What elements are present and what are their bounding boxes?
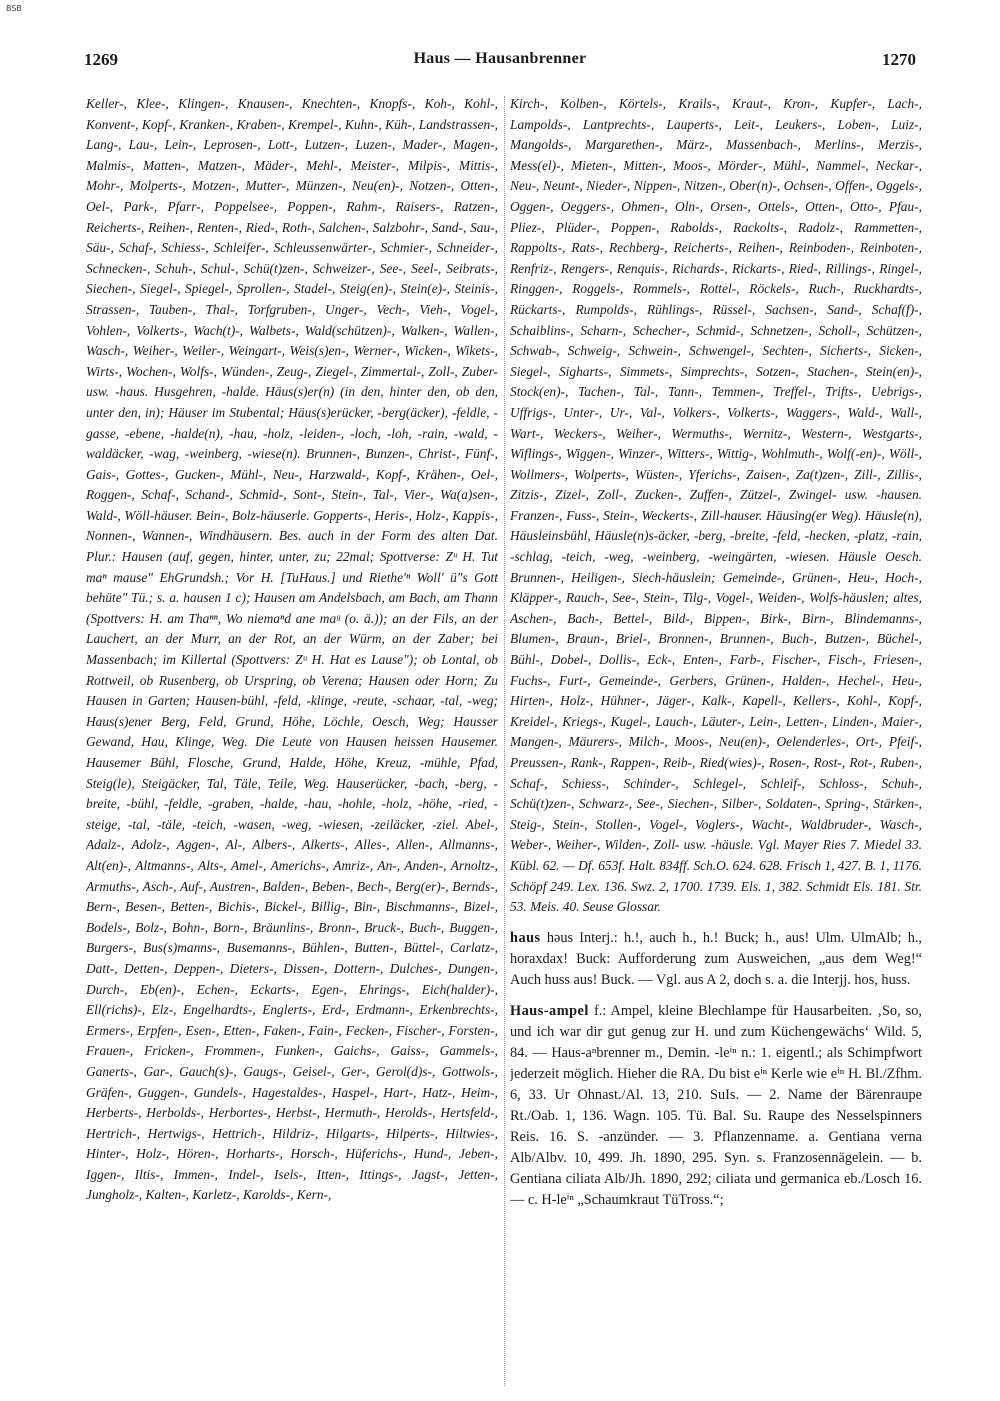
dictionary-entry-haus-ampel [510,1001,922,1211]
dictionary-entry-haus [510,928,922,991]
right-page-number: 1270 [882,50,916,69]
column-divider [504,96,505,1386]
left-page-number: 1269 [84,50,118,69]
library-watermark: BSB [6,4,22,13]
entry-headword: haus [510,929,541,946]
running-head: Haus — Hausanbrenner [413,50,587,67]
entry-body: f.: Ampel, kleine Blechlampe für Hausarbeiten. ‚So, so, und ich war dir gut genug zur H. und zum Küchengewächs‘ Wild. 5, 84. — Haus-aⁿbrenner m., Demin. -leⁱⁿ n.: 1. eigentl.; als Schimpfwort jederzeit möglich. Hieher die RA. Du bist eⁱⁿ Kerle wie eⁱⁿ H. Bl./Zfhm. 6, 33. Ur Ohnast./Al. 13, 210. SuIs. — 2. Name der Bärenraupe Rt./Oab. 1, 136. Wagn. 105. Tü. Bal. Su. Raupe des Nesselspinners Reis. 16. S. -anzünder. — 3. Pflanzenname. a. Gentiana verna Alb/Albv. 10, 499. Jh. 1890, 295. Syn. s. Franzosennägelein. — b. Gentiana ciliata Alb/Jh. 1890, 292; ciliata und germanica eb./Losch 16. — c. H-leⁱⁿ „Schaumkraut TüTross.“; [510,1002,922,1208]
right-column [510,94,922,1394]
entry-headword: Haus-ampel [510,1002,589,1019]
left-column [86,94,498,1394]
right-column-text: Kirch-, Kolben-, Körtels-, Krails-, Kraut-, Kron-, Kupfer-, Lach-, Lampolds-, Lantprechts-, Lauperts-, Leit-, Leukers-, Loben-, Luiz-, Mangolds-, Margarethen-, März-, Massenbach-, Merlins-, Merzis-, Mess(el)-, Mieten-, Mitten-, Moos-, Mörder-, Mühl-, Nammel-, Neckar-, Neu-, Neunt-, Nieder-, Nippen-, Nitzen-, Ober(n)-, Ochsen-, Offen-, Oggels-, Oggen-, Oeggers-, Ohmen-, Oln-, Orsen-, Ottels-, Otten-, Otto-, Pfau-, Pliez-, Plüder-, Poppen-, Rabolds-, Rackolts-, Radolz-, Rammetten-, Rappolts-, Rats-, Rechberg-, Reicherts-, Reihen-, Reinboden-, Reinboten-, Renfriz-, Rengers-, Renquis-, Richards-, Rickarts-, Ried-, Rillings-, Ringel-, Ringgen-, Roggels-, Rommels-, Rottel-, Röckels-, Ruch-, Ruckhardts-, Rückarts-, Rumpolds-, Rühlings-, Rüssel-, Sachsen-, Sand-, Schaf(f)-, Schaiblins-, Scharn-, Schecher-, Schmid-, Schnetzen-, Scholl-, Schützen-, Schwab-, Schweig-, Schwein-, Schwengel-, Sechten-, Sicherts-, Sicken-, Siegel-, Sigharts-, Simmets-, Simprechts-, Sotzen-, Stachen-, Stein(en)-, Stock(en)-, Tachen-, Tal-, Tann-, Temmen-, Treffel-, Trifts-, Uebrigs-, Uffrigs-, Unter-, Ur-, Val-, Volkers-, Volkerts-, Waggers-, Wald-, Wall-, Wart-, Weckers-, Weiher-, Wermuths-, Wernitz-, Western-, Westgarts-, Wiflings-, Wiggen-, Winzer-, Witters-, Wittig-, Wohlmuth-, Wolf(-en)-, Wöll-, Wollmers-, Wolperts-, Wüsten-, Yferichs-, Zaisen-, Za(t)zen-, Zill-, Zillis-, Zitzis-, Zizel-, Zoll-, Zucken-, Zuffen-, Zützel-, Zwingel- usw. -hausen. Franzen-, Fuss-, Stein-, Weckerts-, Zill-hauser. Häusing(er Weg). Häusle(n), Häusleinsbühl, Häusle(n)s-äcker, -berg, -breite, -feld, -hecken, -platz, -rain, -schlag, -teich, -weg, -weinberg, -weingärten, -wiesen. Häusle Oesch. Brunnen-, Heiligen-, Siech-häuslein; Gemeinde-, Grünen-, Heu-, Hoch-, Kläpper-, Rauch-, See-, Stein-, Tilg-, Vogel-, Weiden-, Wolfs-häuslen; altes, Aschen-, Bach-, Bettel-, Bild-, Bippen-, Birk-, Birn-, Blindemanns-, Blumen-, Braun-, Briel-, Bronnen-, Brunnen-, Buch-, Butzen-, Büchel-, Bühl-, Dobel-, Dollis-, Eck-, Enten-, Farb-, Fischer-, Fisch-, Friesen-, Fuchs-, Furt-, Gemeinde-, Gerbers, Grünen-, Halden-, Hechel-, Heu-, Hirten-, Holz-, Hühner-, Jäger-, Kalk-, Kapell-, Kellers-, Kohl-, Kopf-, Kreidel-, Kriegs-, Kugel-, Lauch-, Läuter-, Lein-, Letten-, Linden-, Maier-, Mangen-, Mäurers-, Milch-, Moos-, Neu(en)-, Oelenderles-, Ort-, Pfeif-, Preussen-, Rank-, Rappen-, Reib-, Ried(wies)-, Rosen-, Rost-, Rot-, Ruben-, Schaf-, Schiess-, Schinder-, Schlegel-, Schleif-, Schloss-, Schuh-, Schü(t)zen-, Schwarz-, See-, Siechen-, Silber-, Soldaten-, Spring-, Stärken-, Steig-, Stein-, Stollen-, Vogel-, Voglers-, Wacht-, Waldbruder-, Wasch-, Weber-, Weiher-, Wilden-, Zoll- usw. -häusle. Vgl. Mayer Ries 7. Miedel 33. Kübl. 62. — Df. 653f. Halt. 834ff. Sch.O. 624. 628. Frisch 1, 427. B. 1, 1176. Schöpf 249. Lex. 136. Swz. 2, 1700. 1739. Els. 1, 382. Schmidt Els. 181. Str. 53. Meis. 40. Seuse Glossar. [510,96,922,915]
left-column-text: Keller-, Klee-, Klingen-, Knausen-, Knechten-, Knopfs-, Koh-, Kohl-, Konvent-, Kopf-, Kranken-, Kraben-, Krempel-, Kuhn-, Küh-, Landstrassen-, Lang-, Lau-, Lein-, Leprosen-, Lott-, Lutzen-, Luzen-, Mader-, Magen-, Malmis-, Matten-, Matzen-, Mäder-, Mehl-, Meister-, Milpis-, Mittis-, Mohr-, Molperts-, Motzen-, Mutter-, Münzen-, Neu(en)-, Notzen-, Otten-, Oel-, Park-, Pfarr-, Poppelsee-, Poppen-, Rahm-, Raisers-, Ratzen-, Reicherts-, Reihen-, Renten-, Ried-, Roth-, Salchen-, Salzbohr-, Sand-, Sau-, Säu-, Schaf-, Schiess-, Schleifer-, Schleussenwärter-, Schmier-, Schneider-, Schnecken-, Schuh-, Schul-, Schü(t)zen-, Schweizer-, See-, Seel-, Seibrats-, Siechen-, Siegel-, Spiegel-, Sprollen-, Stadel-, Steig(en)-, Stein(e)-, Steinis-, Strassen-, Tauben-, Thal-, Torfgruben-, Unger-, Vech-, Vieh-, Vogel-, Vohlen-, Volkerts-, Wach(t)-, Walbets-, Wald(schützen)-, Walken-, Wallen-, Wasch-, Weiher-, Weiler-, Weingart-, Weis(s)en-, Werner-, Wicken-, Wikets-, Wirts-, Wochen-, Wolfs-, Wünden-, Zeug-, Ziegel-, Zimmertal-, Zoll-, Zuber- usw. -haus. Husgehren, -halde. Häus(s)er(n) (in den, hinter den, ob den, unter den, in); Häuser im Stubental; Häus(s)erücker, -berg(äcker), -feldle, -gasse, -ebene, -halde(n), -hau, -holz, -leiden-, -loch, -loh, -rain, -wald, -waldäcker, -wag, -weinberg, -wiese(n). Brunnen-, Bunzen-, Christ-, Fünf-, Gais-, Gottes-, Gucken-, Mühl-, Neu-, Harzwald-, Kopf-, Krähen-, Oel-, Roggen-, Schaf-, Schand-, Schmid-, Sont-, Stein-, Tal-, Vier-, Wa(a)sen-, Wald-, Wöll-häuser. Bein-, Bolz-häuserle. Gopperts-, Heris-, Holz-, Kappis-, Nonnen-, Wannen-, Windhäusern. Bes. auch in der Form des alten Dat. Plur.: Hausen (auf, gegen, hinter, unter, zu; 22mal; Spottverse: Zᵘ H. Tut maⁿ mause" EhGrundsh.; Vor H. [TuHaus.] und Riethe'ⁿ Woll' ü"s Gott behüte" Tü.; s. a. hausen 1 c); Hausen am Andelsbach, am Bach, am Thann (Spottvers: H. am Thaⁿⁿ, Wo niemaⁿd ane maᵍ (o. ä.)); an der Fils, an der Lauchert, an der Murr, an der Rot, an der Würm, an der Zaber; bei Massenbach; im Killertal (Spottvers: Zᵘ H. Hat es Lause"); ob Lontal, ob Rottweil, ob Rusenberg, ob Urspring, ob Verena; Hausen oder Horn; Zu Hausen in Garten; Hausen-bühl, -feld, -klinge, -reute, -schaar, -tal, -weg; Haus(s)ener Berg, Feld, Grund, Höhe, Löchle, Oesch, Weg; Hausser Gewand, Hau, Klinge, Weg. Die Leute von Hausen heissen Hausemer. Hausemer Bühl, Flosche, Grund, Halde, Höhe, Kreuz, -mühle, Pfad, Steig(le), Steigäcker, Tal, Täle, Teile, Weg. Hauserücker, -bach, -berg, -breite, -bühl, -feldle, -graben, -halde, -hau, -hohle, -holz, -höhe, -ried, -steige, -tal, -täle, -teich, -wasen, -weg, -wiesen, -zeiläcker, -ziel. Abel-, Adalz-, Adolz-, Aggen-, Al-, Albers-, Alkerts-, Alles-, Allen-, Allmanns-, Alt(en)-, Altmanns-, Alts-, Amel-, Americhs-, Amriz-, An-, Anden-, Arnoltz-, Armuths-, Asch-, Auf-, Austren-, Balden-, Beben-, Bech-, Berg(er)-, Bernds-, Bern-, Besen-, Betten-, Bichis-, Bickel-, Billig-, Bin-, Bischmanns-, Bizel-, Bodels-, Bolz-, Bohn-, Born-, Bräunlins-, Bronn-, Bruck-, Buch-, Buggen-, Burgers-, Bus(s)manns-, Busemanns-, Bühlen-, Butten-, Büttel-, Carlatz-, Datt-, Detten-, Deppen-, Dieters-, Dissen-, Dottern-, Dulches-, Dungen-, Durch-, Eb(en)-, Echen-, Eckarts-, Egen-, Ehrings-, Eich(halder)-, Ell(richs)-, Elz-, Engelhardts-, Englerts-, Erd-, Erdmann-, Erkenbrechts-, Ermers-, Erpfen-, Esen-, Etten-, Faken-, Fain-, Fecken-, Fischer-, Forsten-, Frauen-, Fricken-, Frommen-, Funken-, Gaichs-, Gaiss-, Gammels-, Ganerts-, Gar-, Gauch(s)-, Gaugs-, Geisel-, Ger-, Gerol(d)s-, Gottwols-, Gräfen-, Guggen-, Gundels-, Hagestaldes-, Haspel-, Hart-, Hatz-, Heim-, Herberts-, Herbolds-, Herbortes-, Herbst-, Hermuth-, Herolds-, Hertsfeld-, Hertrich-, Hertwigs-, Hettrich-, Hildriz-, Hilgarts-, Hilperts-, Hiltwies-, Hinter-, Holz-, Hören-, Horharts-, Horsch-, Hüferichs-, Hund-, Jeben-, Iggen-, Iltis-, Immen-, Indel-, Isels-, Itten-, Ittings-, Jagst-, Jetten-, Jungholz-, Kalten-, Karletz-, Karolds-, Kern-, [86,96,498,1203]
entry-body: həus Interj.: h.!, auch h., h.! Buck; h., aus! Ulm. UlmAlb; h., horaxdax! Buck: Aufforderung zum Ausweichen, „aus dem Weg!“ Auch huss aus! Buck. — Vgl. aus A 2, doch s. a. die Interjj. hos, huss. [510,929,922,988]
